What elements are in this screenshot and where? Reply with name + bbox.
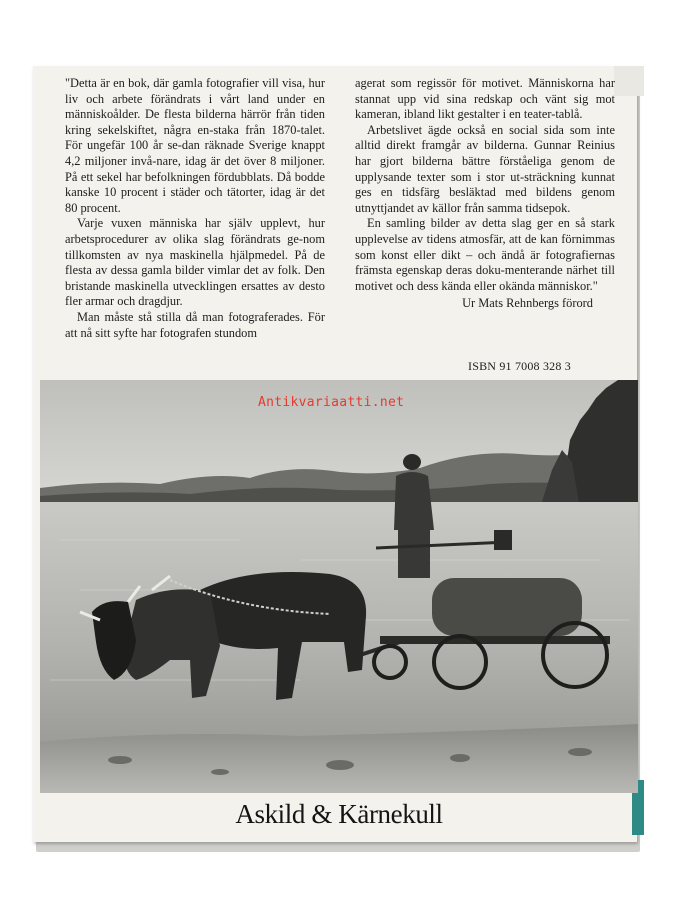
- blurb-paragraph: "Detta är en bok, där gamla fotografier vill visa, hur liv och arbete förändrats i vårt land under en människoålder. De flesta bilderna härrör från tiden kring sekelskiftet, några en-staka från 1870-talet. För ungefär 100 år se-dan räknade Sverige knappt 4,2 miljoner invå-nare, idag är det över 8 miljoner. På ett sekel har befolkningen fördubblats. Då bodde kanske 10 procent i städer och tätorter, idag är det 80 procent.: [65, 76, 325, 215]
- isbn-number: ISBN 91 7008 328 3: [468, 359, 571, 373]
- publisher-name: Askild & Kärnekull: [235, 799, 443, 829]
- blurb-paragraph: Man måste stå stilla då man fotograferades. För att nå sitt syfte har fotografen stundom: [65, 309, 325, 340]
- spine-tab: [614, 66, 644, 96]
- blurb-paragraph: En samling bilder av detta slag ger en så stark upplevelse av tidens atmosfär, att de kan förnimmas som konst eller dikt – och ändå är fotografiernas främsta egenskap deras doku-menterande närhet till motivet och dess kända eller okända människor.": [355, 216, 615, 293]
- blurb-left-column: [65, 76, 325, 341]
- blurb-right-column: [355, 76, 615, 312]
- blurb-paragraph: agerat som regissör för motivet. Människorna har stannat upp vid sina redskap och vänt sig mot kameran, ibland likt gestalter i en teater-tablå.: [355, 76, 615, 122]
- cover-photograph: [40, 380, 638, 793]
- quote-source: Ur Mats Rehnbergs förord: [462, 296, 593, 311]
- watermark-text: Antikvariaatti.net: [258, 395, 405, 410]
- blurb-paragraph: Varje vuxen människa har själv upplevt, hur arbetsprocedurer av olika slag förändrats ge-nom tillkomsten av nya maskinella hjälpmedel. På de flesta av dessa gamla bilder vimlar det av folk. Den bristande maskinella utvecklingen ersattes av desto fler armar och dragdjur.: [65, 216, 325, 309]
- blurb-paragraph: Arbetslivet ägde också en social sida som inte alltid direkt framgår av bilderna. Gunnar Reinius har gjort bilderna bättre förståeliga genom de upplysande texter som i stor ut-sträckning kunnat ges en tidsfärg besläktad med bildens genom utnyttjandet av källor från samma tidsepok.: [355, 122, 615, 215]
